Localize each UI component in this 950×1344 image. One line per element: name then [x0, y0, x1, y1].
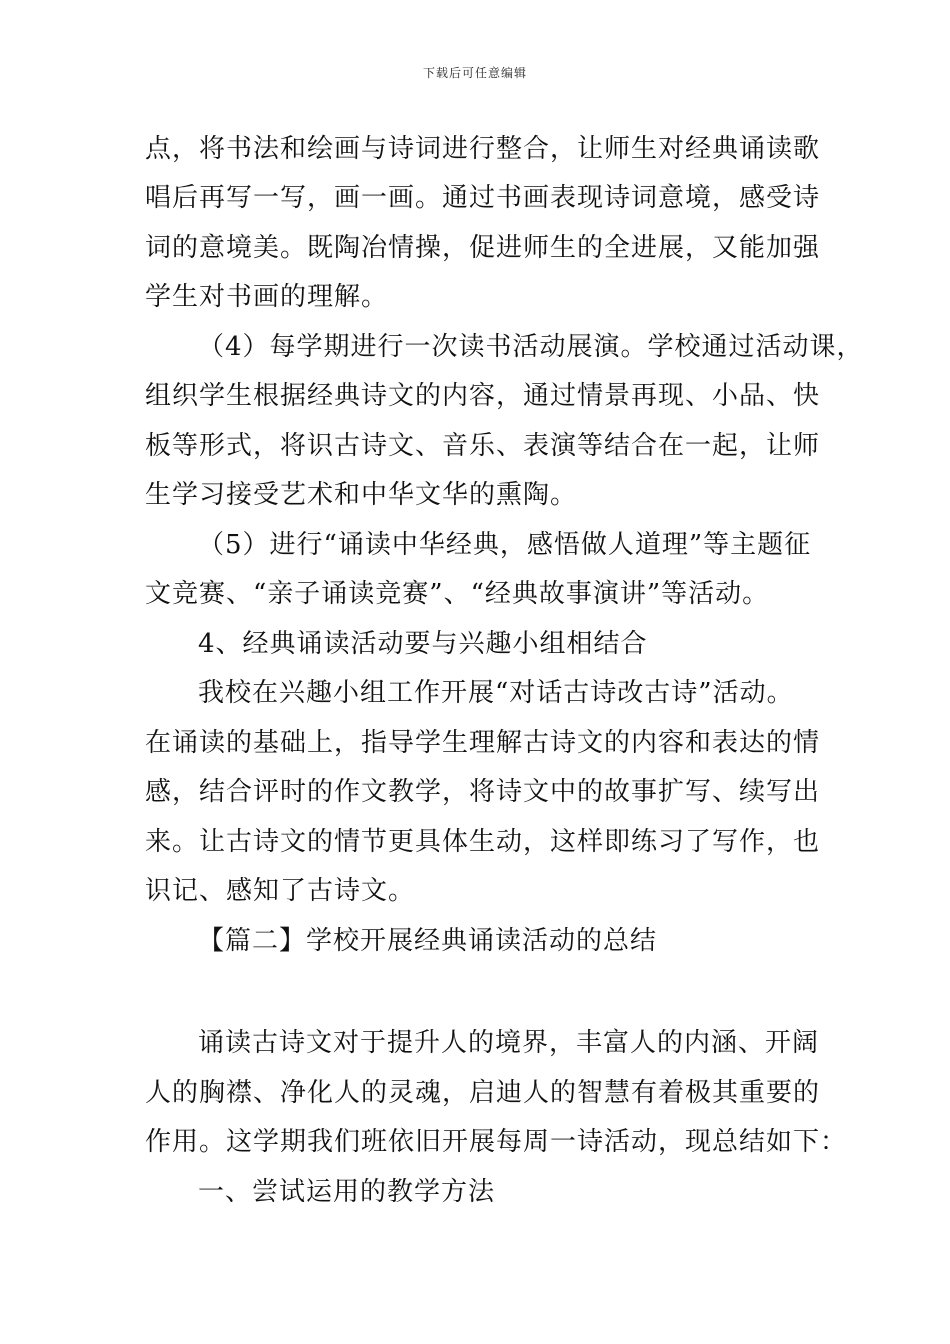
section-heading: 一、尝试运用的教学方法	[198, 1177, 496, 1207]
text-line: 板等形式，将识古诗文、音乐、表演等结合在一起，让师	[145, 431, 821, 461]
article-title: 【篇二】学校开展经典诵读活动的总结	[198, 926, 658, 956]
section-heading: 4、经典诵读活动要与兴趣小组相结合	[198, 629, 648, 659]
text-line: 唱后再写一写，画一画。通过书画表现诗词意境，感受诗	[145, 183, 821, 213]
text-line: 学生对书画的理解。	[145, 282, 389, 312]
text-line: 点，将书法和绘画与诗词进行整合，让师生对经典诵读歌	[145, 134, 821, 164]
text-line: 来。让古诗文的情节更具体生动，这样即练习了写作，也	[145, 827, 821, 857]
text-line: 识记、感知了古诗文。	[145, 876, 416, 906]
text-line: 词的意境美。既陶冶情操，促进师生的全进展，又能加强	[145, 233, 821, 263]
text-line: 作用。这学期我们班依旧开展每周一诗活动，现总结如下：	[145, 1127, 848, 1157]
text-line: 诵读古诗文对于提升人的境界，丰富人的内涵、开阔	[198, 1028, 820, 1058]
text-line: 我校在兴趣小组工作开展“对话古诗改古诗”活动。	[198, 678, 794, 708]
text-line: （4）每学期进行一次读书活动展演。学校通过活动课，	[198, 332, 864, 362]
text-line: 生学习接受艺术和中华文华的熏陶。	[145, 480, 578, 510]
text-line: （5）进行“诵读中华经典，感悟做人道理”等主题征	[198, 530, 812, 560]
page-header: 下载后可任意编辑	[422, 66, 527, 80]
text-line: 感，结合评时的作文教学，将诗文中的故事扩写、续写出	[145, 777, 821, 807]
text-line: 人的胸襟、净化人的灵魂，启迪人的智慧有着极其重要的	[145, 1078, 821, 1108]
text-line: 在诵读的基础上，指导学生理解古诗文的内容和表达的情	[145, 728, 821, 758]
text-line: 文竞赛、“亲子诵读竞赛”、“经典故事演讲”等活动。	[145, 579, 770, 609]
text-line: 组织学生根据经典诗文的内容，通过情景再现、小品、快	[145, 381, 821, 411]
